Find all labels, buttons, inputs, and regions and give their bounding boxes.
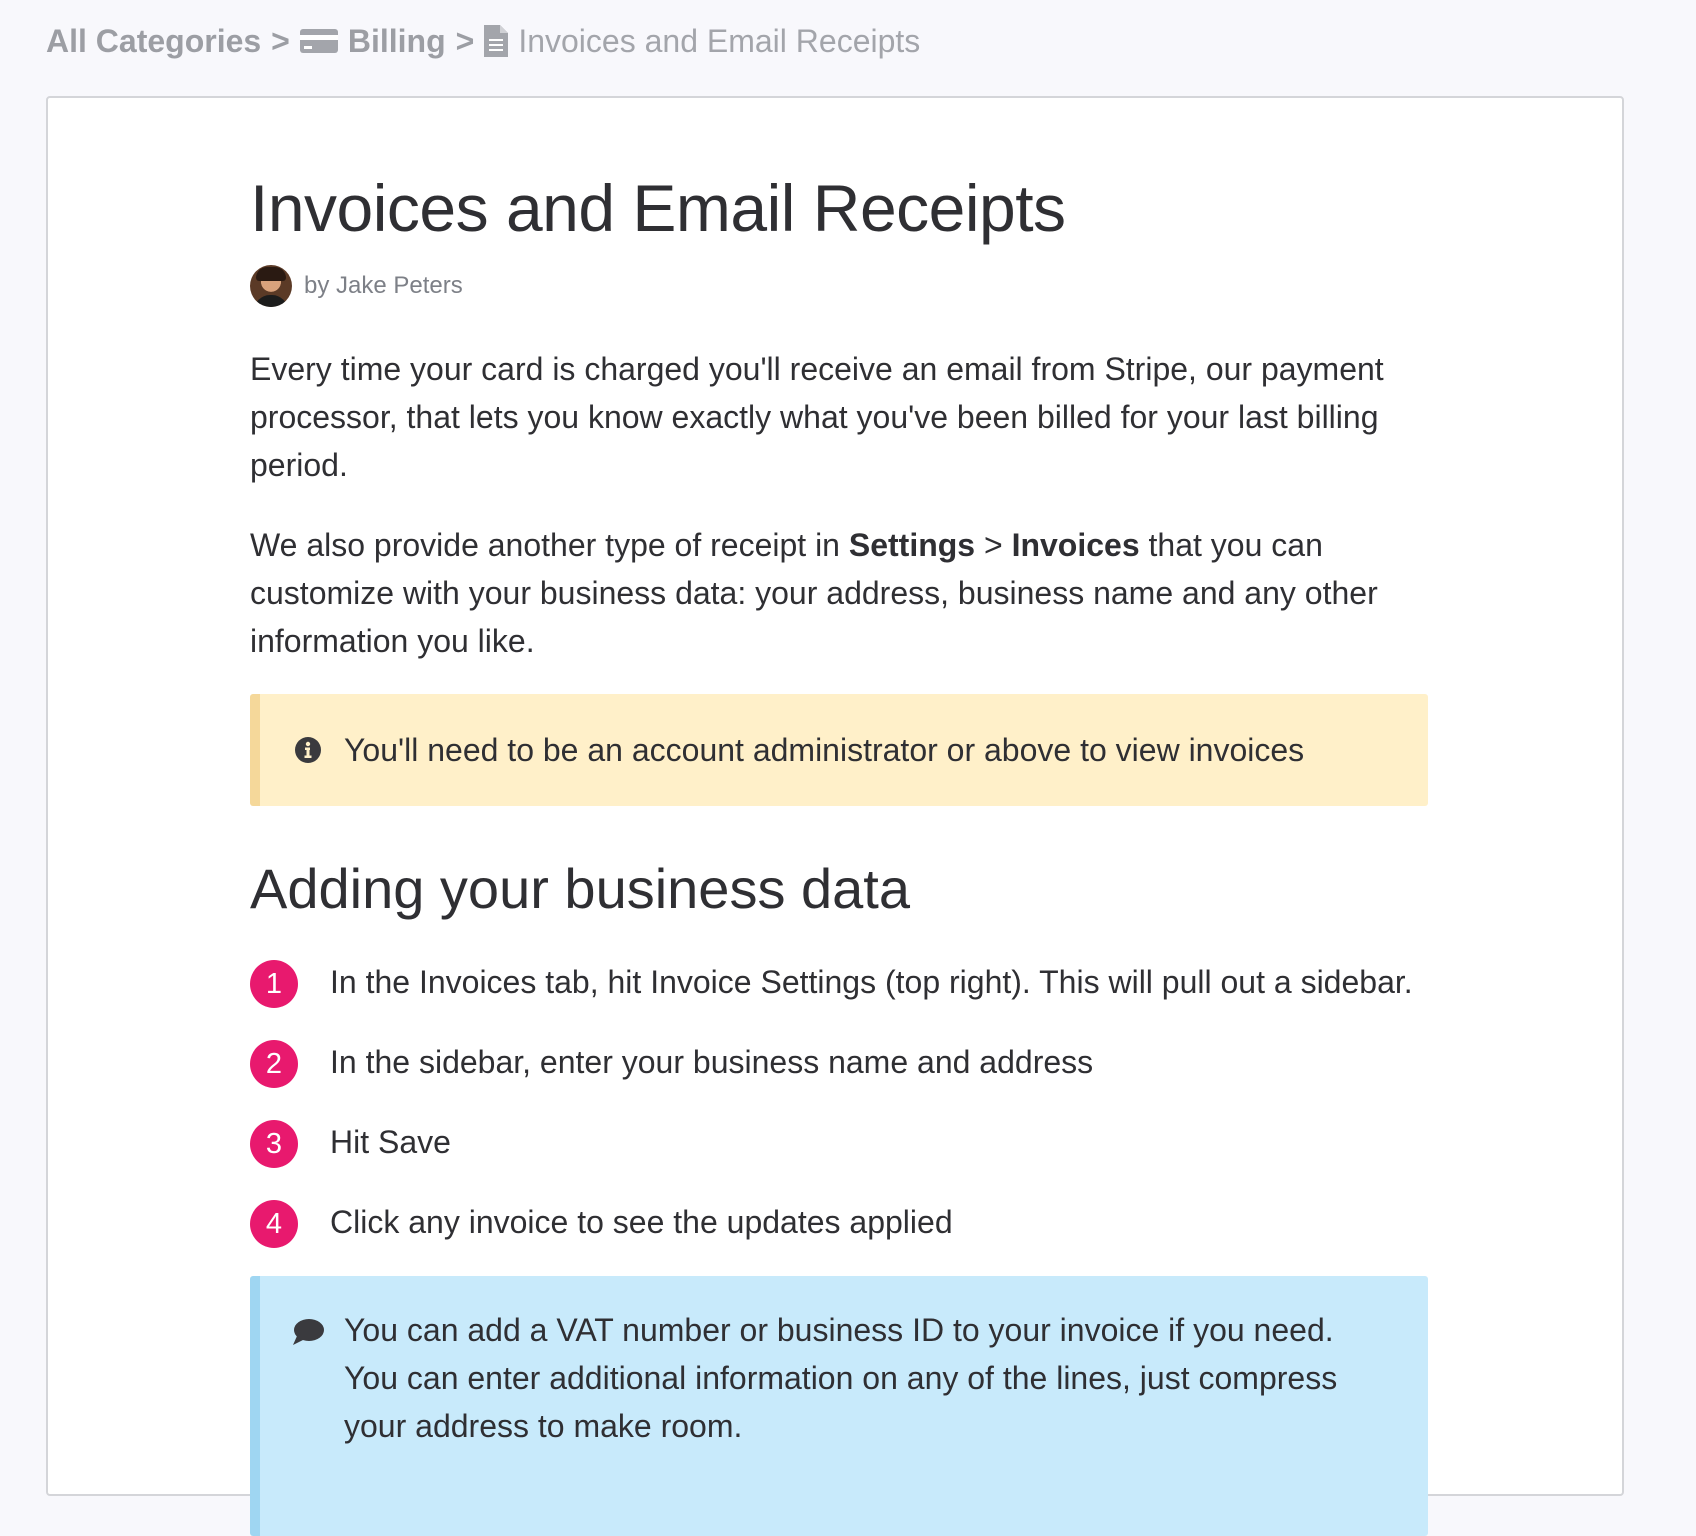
info-icon — [290, 736, 326, 764]
breadcrumb — [46, 18, 920, 64]
step-text: In the Invoices tab, hit Invoice Settings (top right). This will pull out a sidebar. — [330, 964, 1413, 1000]
intro-paragraph: Every time your card is charged you'll receive an email from Stripe, our payment processor, that lets you know exactly what you've been billed for your last billing period. — [250, 351, 1384, 483]
step-number-badge: 3 — [250, 1120, 298, 1168]
article-title: Invoices and Email Receipts — [250, 171, 1066, 245]
settings-paragraph: We also provide another type of receipt in Settings > Invoices that you can customize with your business data: your address, business name and any other information you like. — [250, 527, 1378, 659]
list-item — [250, 1190, 1430, 1270]
vat-info-text: You can add a VAT number or business ID to your invoice if you need. You can enter additional information on any of the lines, just compress your address to make room. — [344, 1312, 1338, 1444]
breadcrumb-separator: > — [271, 22, 290, 59]
document-icon — [484, 25, 508, 57]
credit-card-icon — [300, 27, 338, 55]
steps-list — [250, 950, 1430, 1270]
vat-info-callout — [250, 1276, 1428, 1536]
breadcrumb-current-page: Invoices and Email Receipts — [518, 22, 921, 59]
step-number-badge: 2 — [250, 1040, 298, 1088]
article-card — [46, 96, 1624, 1496]
author-name: by Jake Peters — [304, 272, 463, 299]
invoices-term: Invoices — [1011, 527, 1140, 563]
speech-bubble-icon — [290, 1318, 326, 1346]
list-item — [250, 1110, 1430, 1190]
step-text: Hit Save — [330, 1124, 451, 1160]
step-text: Click any invoice to see the updates applied — [330, 1204, 953, 1240]
author-byline — [250, 264, 463, 308]
list-item — [250, 950, 1430, 1030]
list-item — [250, 1030, 1430, 1110]
step-text: In the sidebar, enter your business name and address — [330, 1044, 1094, 1080]
section-heading-business-data: Adding your business data — [250, 857, 910, 920]
admin-warning-callout — [250, 694, 1428, 806]
author-avatar — [250, 265, 292, 307]
breadcrumb-all-categories[interactable]: All Categories — [46, 22, 262, 59]
step-number-badge: 1 — [250, 960, 298, 1008]
admin-warning-text: You'll need to be an account administrator or above to view invoices — [344, 732, 1305, 768]
settings-term: Settings — [848, 527, 976, 563]
breadcrumb-billing[interactable]: Billing — [347, 22, 446, 59]
breadcrumb-separator: > — [455, 22, 475, 59]
step-number-badge: 4 — [250, 1200, 298, 1248]
